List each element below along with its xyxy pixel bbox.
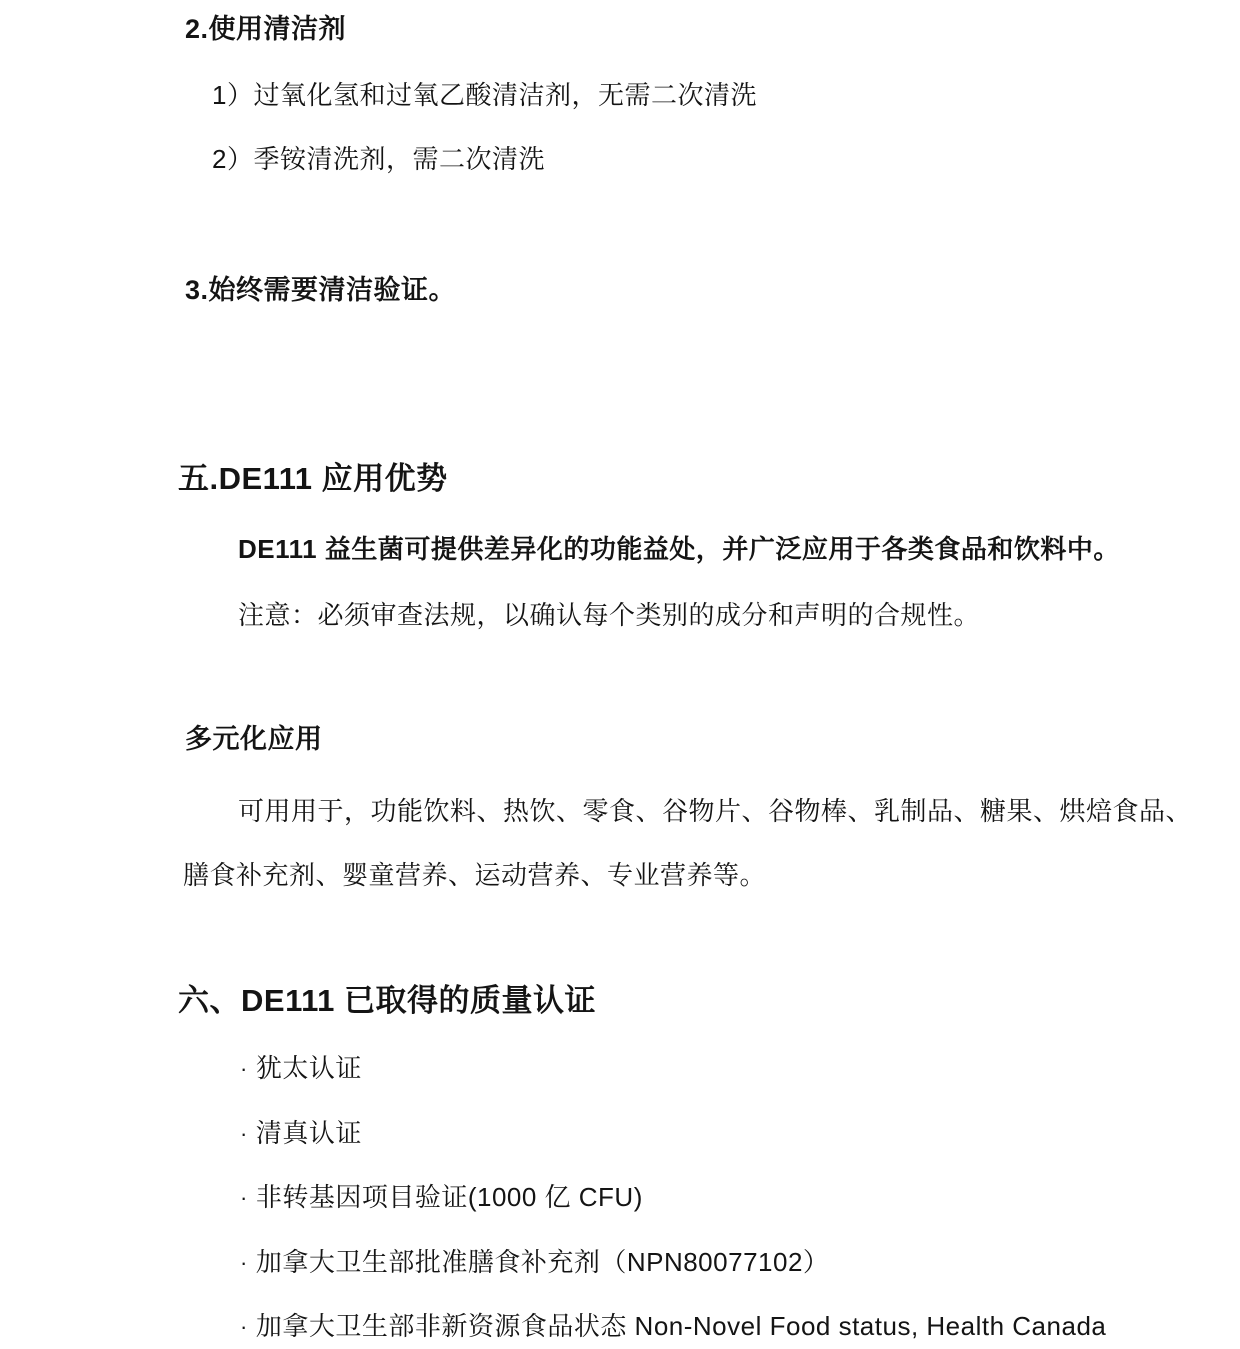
- cleaning-agents-item-2: 2）季铵清洗剂，需二次清洗: [212, 144, 545, 174]
- application-advantages-heading: 五.DE111 应用优势: [178, 461, 448, 496]
- certification-item-non-novel-food: [240, 1311, 1106, 1342]
- applications-paragraph-line-1: 可用用于，功能饮料、热饮、零食、谷物片、谷物棒、乳制品、糖果、烘焙食品、: [238, 796, 1193, 826]
- certification-item-label: 犹太认证: [255, 1053, 362, 1083]
- certification-item-label: 清真认证: [255, 1118, 362, 1148]
- cleaning-agents-heading: 2.使用清洁剂: [185, 14, 347, 44]
- applications-paragraph-line-2: 膳食补充剂、婴童营养、运动营养、专业营养等。: [183, 860, 767, 890]
- certification-item-npn: [240, 1247, 829, 1278]
- bullet-dot-icon: ·: [240, 1185, 248, 1210]
- diversified-applications-subheading: 多元化应用: [185, 724, 323, 754]
- application-advantages-note: 注意：必须审查法规，以确认每个类别的成分和声明的合规性。: [238, 600, 981, 630]
- certification-item-label: 加拿大卫生部非新资源食品状态 Non-Novel Food status, Health Canada: [255, 1311, 1107, 1341]
- bullet-dot-icon: ·: [240, 1056, 248, 1081]
- certification-item-halal: [240, 1118, 362, 1149]
- cleaning-agents-item-1: 1）过氧化氢和过氧乙酸清洁剂，无需二次清洗: [212, 80, 757, 110]
- bullet-dot-icon: ·: [240, 1121, 248, 1146]
- bullet-dot-icon: ·: [240, 1314, 248, 1339]
- certification-item-label: 加拿大卫生部批准膳食补充剂（NPN80077102）: [255, 1247, 830, 1277]
- cleaning-validation-heading: 3.始终需要清洁验证。: [185, 275, 457, 305]
- certification-item-non-gmo: [240, 1182, 643, 1213]
- certification-item-label: 非转基因项目验证(1000 亿 CFU): [255, 1182, 643, 1212]
- certification-item-kosher: [240, 1053, 362, 1084]
- quality-certifications-heading: 六、DE111 已取得的质量认证: [178, 983, 596, 1018]
- bullet-dot-icon: ·: [240, 1250, 248, 1275]
- application-advantages-lead: DE111 益生菌可提供差异化的功能益处，并广泛应用于各类食品和饮料中。: [238, 534, 1120, 564]
